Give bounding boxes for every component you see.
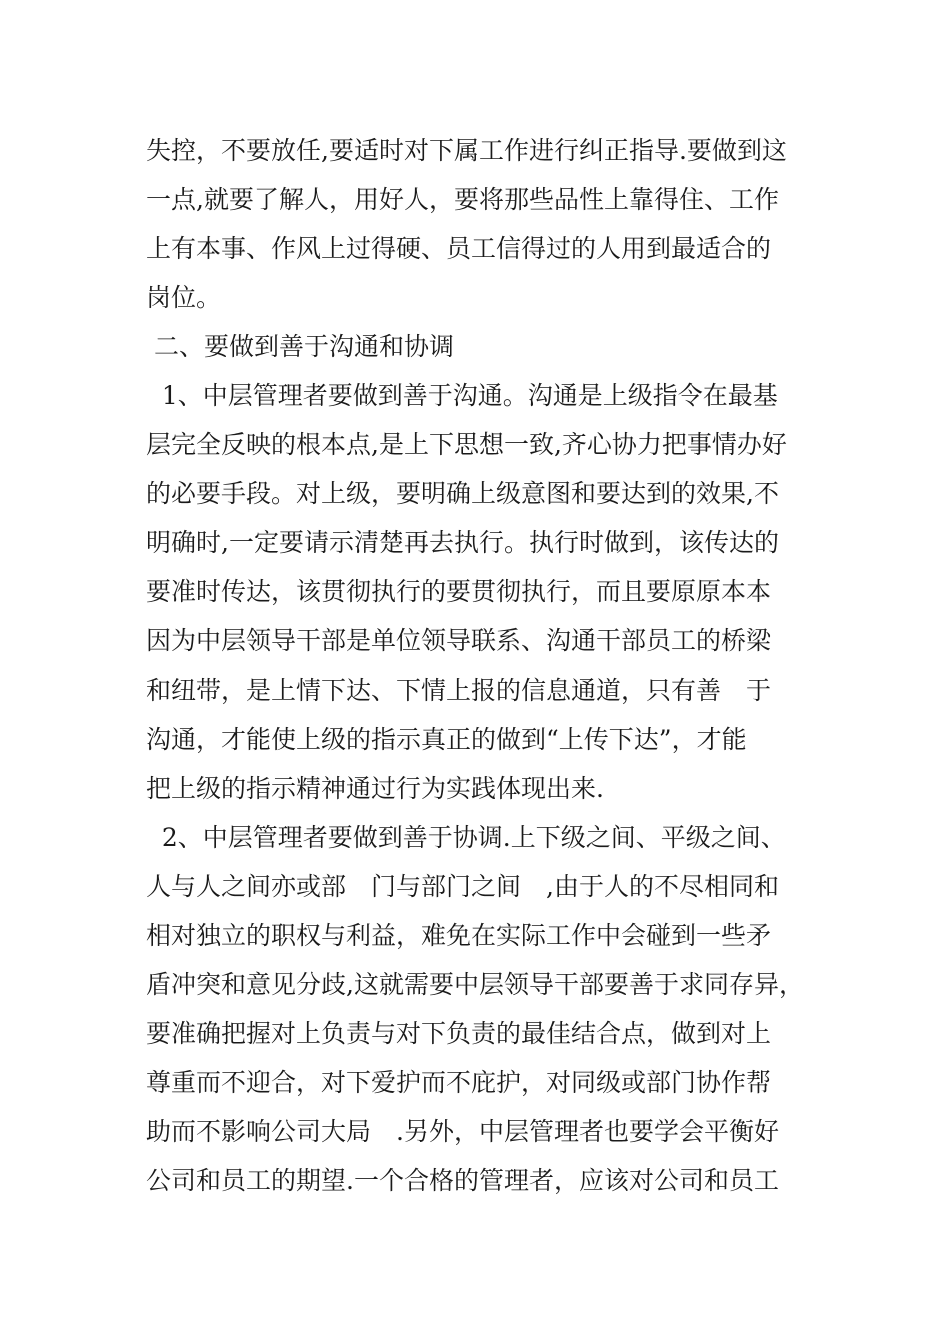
text-line-11: 因为中层领导干部是单位领导联系、沟通干部员工的桥梁 xyxy=(146,626,772,656)
text-line-21: 助而不影响公司大局 .另外，中层管理者也要学会平衡好 xyxy=(146,1116,779,1146)
text-line-6: 1、中层管理者要做到善于沟通。沟通是上级指令在最基 xyxy=(146,381,778,411)
text-line-4: 岗位。 xyxy=(146,283,222,313)
text-line-17: 相对独立的职权与利益，难免在实际工作中会碰到一些矛 xyxy=(146,920,772,950)
text-line-3: 上有本事、作风上过得硬、员工信得过的人用到最适合的 xyxy=(146,234,772,264)
text-line-18: 盾冲突和意见分歧,这就需要中层领导干部要善于求同存异， xyxy=(146,969,804,999)
text-line-2: 一点,就要了解人，用好人，要将那些品性上靠得住、工作 xyxy=(146,185,779,215)
text-line-13: 沟通，才能使上级的指示真正的做到“上传下达”，才能 xyxy=(146,724,747,754)
text-line-20: 尊重而不迎合，对下爱护而不庇护，对同级或部门协作帮 xyxy=(146,1067,772,1097)
text-line-12: 和纽带，是上情下达、下情上报的信息通道，只有善 于 xyxy=(146,675,772,705)
text-line-16: 人与人之间亦或部 门与部门之间 ,由于人的不尽相同和 xyxy=(146,871,779,901)
text-line-22: 公司和员工的期望.一个合格的管理者，应该对公司和员工 xyxy=(146,1165,779,1195)
section-heading: 二、要做到善于沟通和协调 xyxy=(146,332,454,362)
body-text xyxy=(146,126,846,1205)
text-line-19: 要准确把握对上负责与对下负责的最佳结合点，做到对上 xyxy=(146,1018,772,1048)
text-line-8: 的必要手段。对上级，要明确上级意图和要达到的效果,不 xyxy=(146,479,779,509)
text-line-7: 层完全反映的根本点,是上下思想一致,齐心协力把事情办好 xyxy=(146,430,787,460)
text-line-10: 要准时传达，该贯彻执行的要贯彻执行，而且要原原本本 xyxy=(146,577,772,607)
text-line-1: 失控，不要放任,要适时对下属工作进行纠正指导.要做到这 xyxy=(146,136,787,165)
text-line-15: 2、中层管理者要做到善于协调.上下级之间、平级之间、 xyxy=(146,822,786,852)
text-line-14: 把上级的指示精神通过行为实践体现出来. xyxy=(146,773,604,803)
text-line-9: 明确时,一定要请示清楚再去执行。执行时做到，该传达的 xyxy=(146,528,779,558)
